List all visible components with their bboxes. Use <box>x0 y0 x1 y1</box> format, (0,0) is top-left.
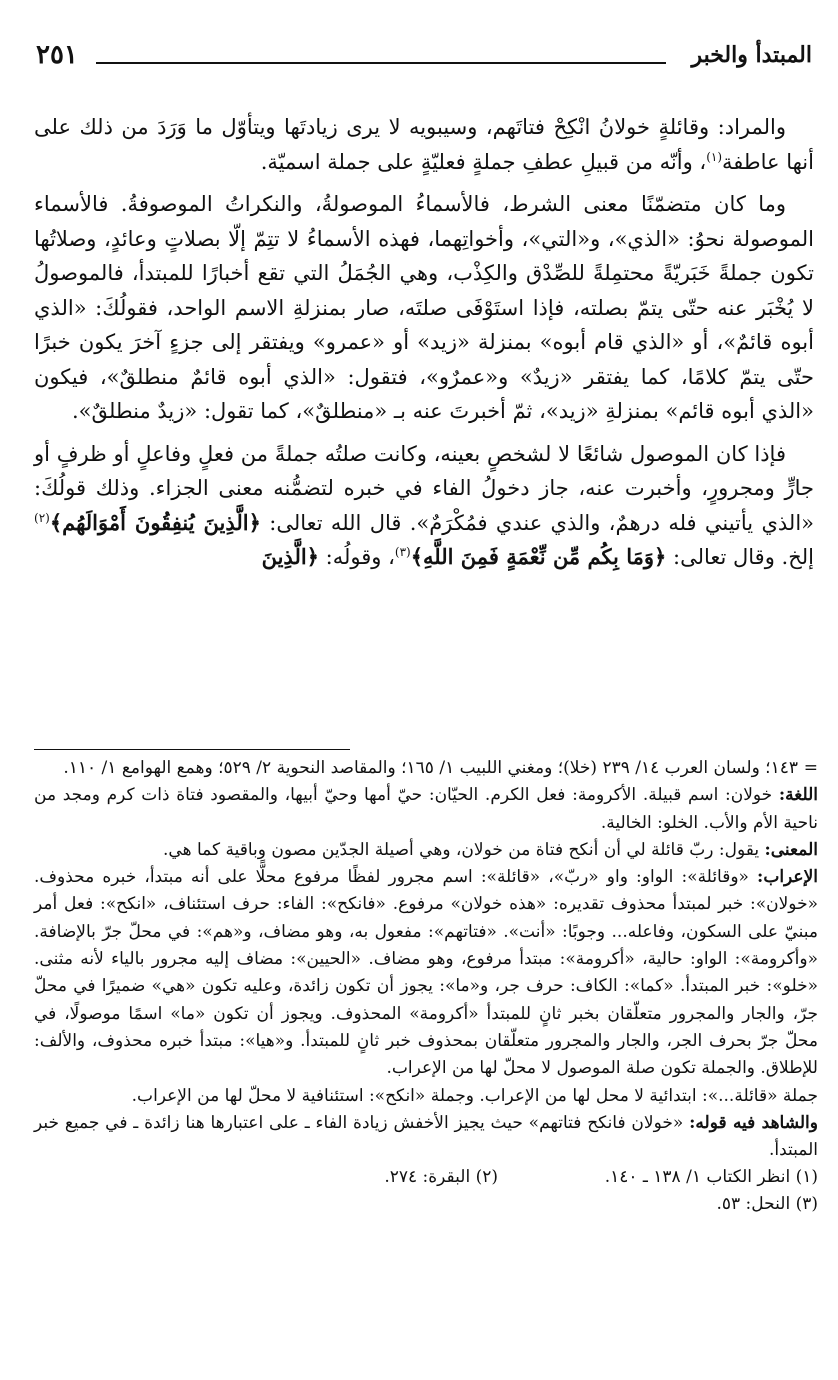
note-mana <box>34 837 818 864</box>
paragraph-2: وما كان متضمّنًا معنى الشرط، فالأسماءُ الموصولةُ، والنكراتُ الموصوفةُ. فالأسماء الموصولة نحوُ: «الذي»، و«التي»، وأخواتِهما، فهذه الأسماءُ لا تتِمّ إلّا بصلاتٍ وعائدٍ، وصلاتُها تكون جملةً خَبَريّةً محتمِلةً للصِّدْق والكِذْب، وهي الجُمَلُ التي تقع أخبارًا للمبتدأ، فالموصولُ لا يُخْبَر عنه حتّى يتمّ بصلته، فإذا استَوْفَى صلتَه، صار بمنزلةِ الاسم الواحد، فقولُكَ: «الذي أبوه قائمٌ»، أو «الذي قام أبوه» بمنزلة «زيد» أو «عمرو» ويفتقر إلى جزءٍ آخرَ يكون خبرًا حتّى يتمّ كلامًا، كما يفتقر «زيدٌ» و«عمرٌو»، فتقول: «الذي أبوه قائمٌ منطلقٌ»، فيكون «الذي أبوه قائم» بمنزلةِ «زيد»، ثمّ أخبرتَ عنه بـ «منطلقٌ»، كما تقول: «زيدٌ منطلقٌ». <box>34 192 814 423</box>
paragraph-3-text-2: إلخ. وقال تعالى: <box>666 545 814 569</box>
note-mana-text: يقول: ربّ قائلة لي أن أنكح فتاة من خولان، وهي أصيلة الجدّين مصون وباقية كما هي. <box>163 839 765 860</box>
footnote-2: (٢) البقرة: ٢٧٤. <box>384 1167 498 1188</box>
note-shahid-text: «خولان فانكح فتاتهم» حيث يجيز الأخفش زيادة الفاء ـ على اعتبارها هنا زائدة ـ في جميع خبر المبتدأ. <box>34 1112 818 1161</box>
note-irab-text: «وقائلة»: الواو: واو «ربّ»، «قائلة»: اسم مجرور لفظًا مرفوع محلًّا على أنه مبتدأ، خبره محذوف. «خولان»: خبر لمبتدأ محذوف تقديره: «هذه خولان» مرفوع. «فانكح»: الفاء: حرف استئناف، «انكح»: فعل أمر مبنيّ على السكون، وفاعله... وجوبًا: «أنت». «فتاتهم»: مفعول به، وهو مضاف، و«هم»: في محلّ جرّ بالإضافة. «وأكرومة»: الواو: حالية، «أكرومة»: مبتدأ مرفوع، وهو مضاف. «الحيين»: مضاف إليه مجرور بالياء لأنه مثنى. «خلو»: خبر المبتدأ. «كما»: الكاف: حرف جر، و«ما»: يجوز أن تكون زائدة، وعليه تكون «هي» ضميرًا في محلّ جرّ، والجار والمجرور متعلّقان بخبر ثانٍ للمبتدأ «أكرومة» المحذوف. ويجوز أن تكون «ما» اسمًا موصولًا، في محلّ جرّ بحرف الجر، والجار والمجرور متعلّقان بمحذوف خبر ثانٍ للمبتدأ. و«هيا»: مبتدأ خبره محذوف، والألف: للإطلاق. والجملة تكون صلة الموصول لا محلّ لها من الإعراب. <box>34 867 818 1079</box>
footnote-1: (١) انظر الكتاب ١/ ١٣٨ ـ ١٤٠. <box>604 1167 818 1188</box>
paragraph-1-text: والمراد: وقائلةٍ خولانُ انْكِحْ فتاتَهم، وسيبويه لا يرى زيادتَها ويتأوّل ما وَرَدَ من ذلك على أنها عاطفة <box>34 115 814 174</box>
header-rule <box>96 62 666 64</box>
footnote-3: (٣) النحل: ٥٣. <box>716 1194 818 1215</box>
continuation-mark: = <box>803 758 818 778</box>
footnotes-row-2 <box>34 1191 818 1218</box>
footnote-ref-2: (٢) <box>34 510 50 525</box>
paragraph-1-text-end: ، وأنّه من قبيلِ عطفِ جملةٍ فعليّةٍ على جملة اسميّة. <box>260 149 707 174</box>
note-irab <box>34 864 818 1082</box>
paragraph-3 <box>34 437 814 575</box>
footnote-separator <box>34 749 350 750</box>
quran-quote-1: ﴿الَّذِينَ يُنفِقُونَ أَمْوَالَهُم﴾ <box>49 509 261 535</box>
note-lugha-text: خولان: اسم قبيلة. الأكرومة: فعل الكرم. الحيّان: حيّ أمها وحيّ أبيها، والمقصود فتاة ذات كرم ومجد من ناحية الأم والأب. الخلو: الخالية. <box>34 785 818 833</box>
note-irab-sentences: جملة «قائلة...»: ابتدائية لا محل لها من الإعراب. وجملة «انكح»: استئنافية لا محلّ لها من الإعراب. <box>131 1085 818 1106</box>
footnote-ref-3: (٣) <box>394 545 411 559</box>
note-lugha-label: اللغة: <box>778 785 818 806</box>
page-number: ٢٥١ <box>36 40 78 70</box>
note-irab-label: الإعراب: <box>757 867 818 888</box>
running-title: المبتدأ والخبر <box>691 42 812 68</box>
note-lugha <box>34 782 818 837</box>
main-text <box>34 110 814 575</box>
paragraph-1 <box>34 110 814 179</box>
note-shahid-label: والشاهد فيه قوله: <box>689 1112 818 1133</box>
quran-quote-2: ﴿وَمَا بِكُم مِّن نِّعْمَةٍ فَمِنَ اللَّهِ﴾ <box>410 544 667 569</box>
footnotes-row-1 <box>34 1164 818 1191</box>
quran-quote-3: ﴿الَّذِينَ <box>261 544 319 569</box>
paragraph-3-text: فإذا كان الموصول شائعًا لا لشخصٍ بعينه، وكانت صلتُه جملةً من فعلٍ وفاعلٍ أو ظرفٍ أو جارٍّ ومجرورٍ، وأخبرت عنه، جاز دخولُ الفاء في خبره لتضمُّنه معنى الجزاء. وذلك قولُكَ: «الذي يأتيني فله درهمٌ، والذي عندي فمُكْرَمٌ». قال الله تعالى: <box>34 441 815 535</box>
note-mana-label: المعنى: <box>764 839 818 860</box>
paragraph-3-text-3: ، وقولُه: <box>319 545 395 569</box>
note-sources-text: ١٤٣؛ ولسان العرب ١٤/ ٢٣٩ (خلا)؛ ومغني اللبيب ١/ ١٦٥؛ والمقاصد النحوية ٢/ ٥٢٩؛ وهمع الهوامع ١/ ١١٠. <box>63 758 798 778</box>
note-sources <box>34 755 818 782</box>
note-shahid <box>34 1110 818 1165</box>
footnotes <box>34 755 818 1218</box>
footnote-ref-1: (١) <box>706 149 723 164</box>
page-header <box>36 38 812 78</box>
